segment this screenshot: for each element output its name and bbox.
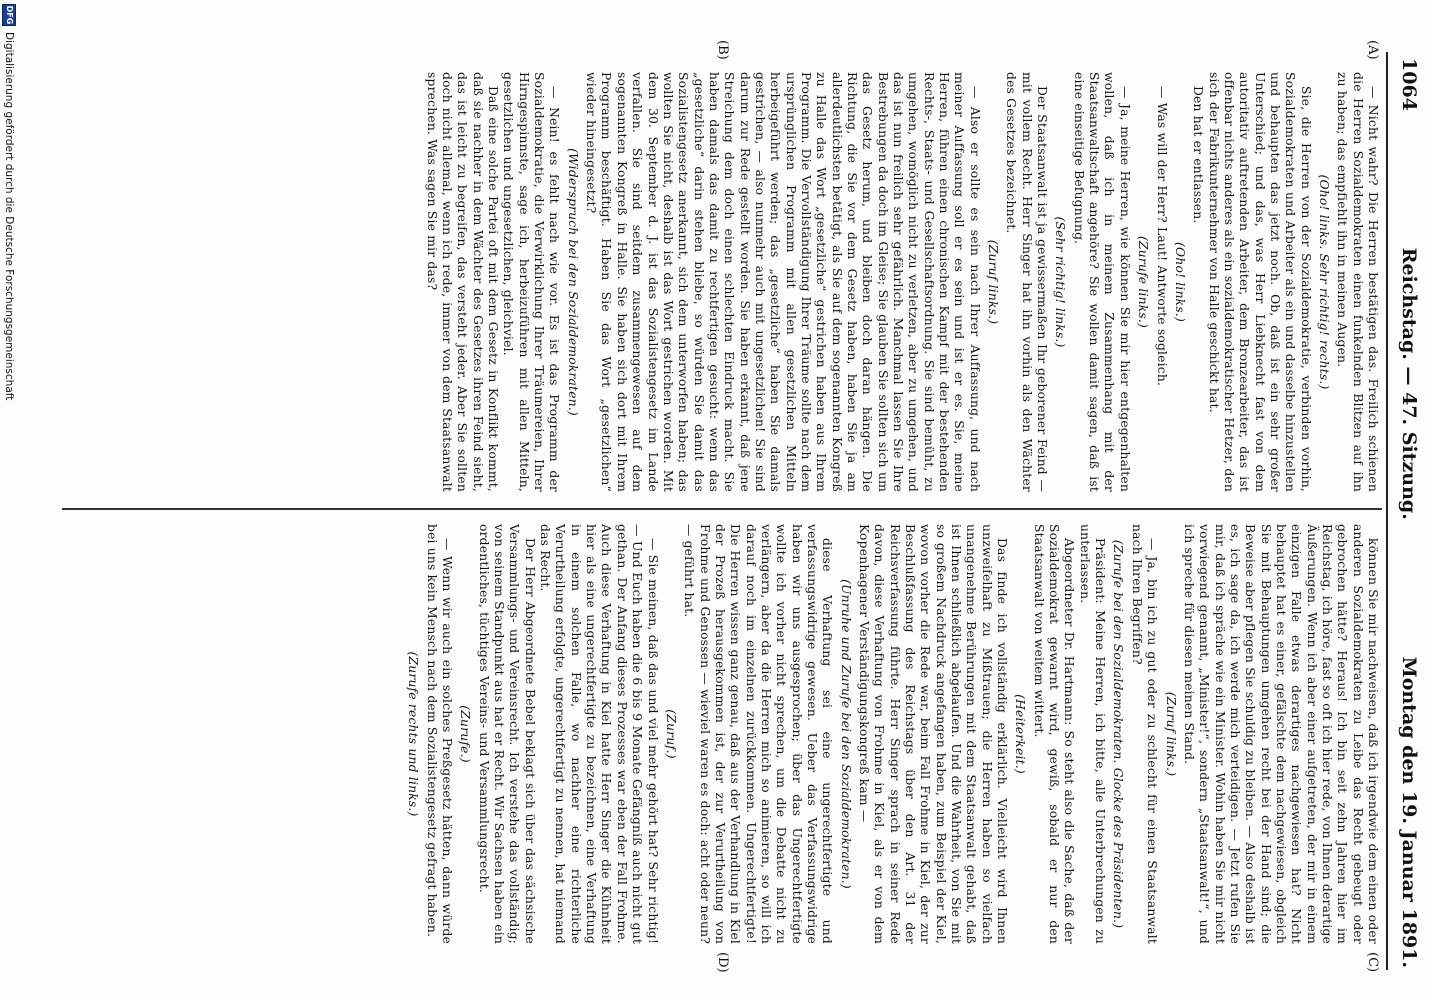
speech-paragraph: Präsident: Meine Herren, ich bitte, alle Unterbrechungen zu unterlassen. (1077, 524, 1108, 944)
dfg-logo-icon: DFG (2, 4, 16, 26)
speech-paragraph: Den hat er entlassen. (1191, 86, 1206, 224)
speech-paragraph: Der Staatsanwalt ist ja gewissermaßen Ihr geborener Feind — mit vollem Recht. Herr Singer hat ihn vorhin als den Wächter des Gesetzes bezeichnet. (1004, 72, 1050, 492)
header-rule (1386, 52, 1388, 970)
speech-paragraph: Sie, die Herren von der Sozialdemokratie, verbinden vorhin, Sozialdemokraten und Arbeiter als ein und dasselbe hinzustellen und behaupten das jetzt noch. Ob, daß ist ein sehr großer Unterschied; und das, was Herr Liebknecht fast von dem autoritativ auftretenden Arbeiter, dem Bronzearbeiter, das ist offenbar nichts anderes als ein sozialdemokratischer Hetzer, den sich der Fabrikunternehmer von Halle geschickt hat. (1206, 72, 1313, 492)
stage-remark: (Zurufe bei den Sozialdemokraten. Glocke des Präsidenten.) (1111, 539, 1126, 929)
stage-remark: (Zurufe.) (458, 705, 473, 763)
digitization-credit (2, 0, 16, 1000)
speech-paragraph: — Sie meinen, daß das und viel mehr gehört hat? Sehr richtig! — Und Euch haben die 6 bis 9 Monate Gefängniß auch nicht gut gethan. Der Anfang dieses Prozesses war eben der Fall Frohme. Auch diese Verhaftung in Kiel hatte Herr Singer die Kühnheit hier als eine ungerechtfertigte zu bezeichnen, eine Verhaftung in einem solchen Falle, wo nachher eine richterliche Verurtheilung erfolgte, ungerechtfertigt zu nennen, hat niemand das Recht. (538, 524, 660, 944)
speech-paragraph: — Wenn wir auch ein solches Preßgesetz hätten, dann würde bei uns kein Mensch nach dem Sozialistengesetz gefragt haben. (424, 524, 455, 944)
stage-remark: (Zuruf.) (663, 709, 678, 759)
left-column (423, 72, 1380, 492)
speech-paragraph: Das finde ich vollständig erklärlich. Vielleicht wird Ihnen unzweifelhaft zu Mißtrauen; die Herren haben so vielfach unangenehme Berührungen mit dem Staatsanwalt gehabt, daß ist Ihnen schließlich abgelaufen. Und die Wahrheit, von Sie mit so großem Nachdruck angefangen haben, zum Beispiel der Kiel, wovon vorher die Rede war, beim Fall Frohme in Kiel, der zur Beschlußfassung des Reichstags über den Art. 31 der Reichsverfassung führte. Herr Singer sprach in seiner Rede davon, diese Verhaftung von Frohme in Kiel, als er von dem Kopenhagener Verständigungskongreß kam — (857, 524, 1010, 944)
speech-paragraph: diese Verhaftung sei eine ungerechtfertigte und verfassungswidrige gewesen. Ueber das Verfassungswidrige haben wir uns ausgesprochen; über das Ungerechtfertigte wollte ich vorher nicht sprechen, um die Debatte nicht zu verlängern, aber da die Herren mich so animieren, so will ich darauf noch im einzelnen zurückkommen. Ungerechtfertigte! Die Herren wissen ganz genau, daß aus der Verhandlung in Kiel der Prozeß herausgekommen ist, der zur Verurtheilung von Frohme und Genossen — wieviel waren es doch: acht oder neun? — geführt hat. (682, 524, 835, 944)
speech-paragraph: — Was will der Herr? Laut! Antworte sogleich. (1154, 86, 1169, 387)
speech-paragraph: Daß eine solche Partei oft mit dem Gesetz in Konflikt kommt, daß sie nachher in dem Wächter des Gesetzes ihren Feind sieht, das ist leicht zu begreifen, das versteht jeder. Aber Sie sollten doch nicht allemal, wenn ich rede, immer von dem Staatsanwalt sprechen. Was sagen Sie mir das? (424, 72, 501, 492)
stage-remark: (Zurufe rechts und links.) (406, 651, 421, 817)
page-number: 1064 (1398, 58, 1420, 111)
speech-paragraph: — Nein! es fehlt nach wie vor. Es ist das Programm der Sozialdemokratie, die Verwirklichung Ihrer Träumereien, Ihrer Hirngespinnste, sage ich, herbeizuführen mit allen Mitteln, gesetzlichen und ungesetzlichen, gleichviel. (501, 72, 562, 492)
stage-remark: (Unruhe und Zurufe bei den Sozialdemokraten.) (838, 579, 853, 889)
stage-remark: (Oho! links.) (1172, 242, 1187, 322)
stage-remark: (Zuruf links.) (1163, 691, 1178, 777)
stage-remark: (Widerspruch bei den Sozialdemokraten.) (565, 148, 580, 416)
speech-paragraph: können Sie mir nachweisen, daß ich irgendwie dem einen oder anderen Sozialdemokraten zu Leibe das Recht gebeugt oder gebrochen hätte? Heraus! Ich bin seit zehn Jahren hier im Reichstag, ich höre, fast so oft ich hier rede, von Ihnen derartige Äußerungen. Wenn ich aber einer aufgetreten, der mir in einem einzigen Falle etwas derartiges nachgewiesen hat? Nicht behauptet hat es einer, gefälschte dem nachgewiesen, obgleich Sie mit Behauptungen umgehen recht bei der Hand sind; die Beweise aber pflegen Sie schuldig zu bleiben. — Also deshalb ist es, ich sage da, ich werde mich verteidigen. — Jetzt rufen Sie mir, daß ich spräche wie ein Minister. Wohin haben Sie mir nicht vorwiegend genannt, „Minister!“, sondern „Staatsanwalt!“, und ich spreche für diesen meinen Stand. (1181, 524, 1380, 944)
stage-remark: (Zurufe links.) (1136, 235, 1151, 329)
speech-paragraph: Abgeordneter Dr. Hartmann: So steht also die Sache, daß der Sozialdemokrat gewarnt wird, gewiß, sobald er nur den Staatsanwalt von weitem wittert. (1031, 524, 1077, 944)
stage-remark: (Sehr richtig! links.) (1053, 216, 1068, 348)
margin-mark-c: (C) (1365, 952, 1380, 973)
stage-remark: (Oho! links. Sehr richtig! rechts.) (1316, 174, 1331, 390)
right-column (402, 524, 1380, 944)
speech-paragraph: — Also er sollte es sein nach Ihrer Auffassung, und nach meiner Auffassung soll er es sein und ist er es. Sie, meine Herren, führen einen chronischen Kampf mit der bestehenden Rechts-, Staats- und Gesellschaftsordnung. Sie sind bemüht, zu umgehen, womöglich nicht zu verletzen, aber zu umgehen, und das ist nun freilich sehr gefährlich. Manchmal lassen Sie Ihre Bestrebungen da doch im Gleise; Sie glauben Sie sollten sich um das Gesetz herum, und bleiben doch daran hängen. Die Richtung, die Sie vor dem Gesetz haben, haben Sie ja am allerdeutlichsten betätigt, als Sie auf dem sogenannten Kongreß zu Halle das Wort „gesetzliche“ gestrichen haben aus Ihrem Programm. Die Vervollständigung Ihrer Träume sollte nach dem ursprünglichen Programm mit allen gesetzlichen Mitteln herbeigeführt werden; das „gesetzliche“ haben Sie damals gestrichen, — also nunmehr auch mit ungesetzlichen! Sie sind darum zur Rede gestellt worden. Sie haben erkannt, daß jene Streichung dem doch einen schlechten Eindruck macht. Sie haben damals das damit zu rechtfertigen gesucht: wenn das „gesetzliche“ darin stehen bliebe, so würden Sie damit das Sozialistengesetz anerkannt, sich dem unterworfen haben; das wollten Sie nicht, deshalb ist das Wort gestrichen worden. Mit dem 30. September d. J. ist das Sozialistengesetz im Lande verfallen. Sie sind seitdem zusammengewesen auf dem sogenannten Kongreß in Halle. Sie haben sich dort mit Ihrem Programm beschäftigt. Haben Sie das Wort „gesetzlichen“ wieder hineingesetzt? (584, 72, 982, 492)
credit-text: Digitalisierung gefördert durch die Deutsche Forschungsgemeinschaft (3, 32, 15, 401)
stage-remark: (Zuruf links.) (986, 239, 1001, 325)
margin-mark-a: (A) (1365, 40, 1380, 60)
column-divider (62, 508, 1382, 510)
margin-mark-b: (B) (715, 40, 730, 60)
session-date: Montag den 19. Januar 1891. (1398, 656, 1420, 968)
page-header (1394, 58, 1420, 968)
margin-mark-d: (D) (715, 952, 730, 973)
session-title: Reichstag. — 47. Sitzung. (1398, 247, 1420, 520)
speech-paragraph: — Ja, bin ich zu gut oder zu schlecht für einen Staatsanwalt nach Ihren Begriffen? (1129, 524, 1160, 944)
stage-remark: (Heiterkeit.) (1013, 694, 1028, 774)
speech-paragraph: — Ja, meine Herren, wie können Sie mir hier entgegenhalten wollen, daß ich in meinem Zusammenhang mit der Staatsanwaltschaft angehöre? Sie wollen damit sagen, daß ist eine einseitige Befugnung. (1071, 72, 1132, 492)
speech-paragraph: Der Herr Abgeordnete Bebel beklagt sich über das sächsische Versammlungs- und Vereinsrecht. Ich verstehe das vollständig; von seinem Standpunkt aus hat er Recht. Wir Sachsen haben ein ordentliches, tüchtiges Vereins- und Versammlungsrecht. (476, 524, 537, 944)
speech-paragraph: — Nicht wahr? Die Herren bestätigen das. Freilich schienen die Herren Sozialdemokraten einen funkelnden Blitzen auf ihn zu haben; das empfiehlt ihn in meinen Augen. (1335, 72, 1380, 492)
